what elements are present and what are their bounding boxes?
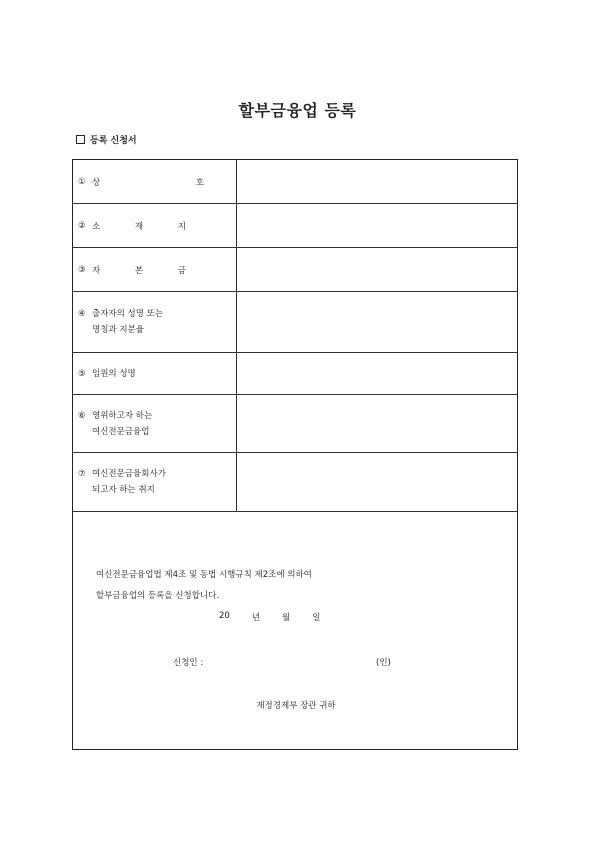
row-label — [73, 248, 237, 291]
row-label — [73, 292, 237, 352]
row-label — [73, 160, 237, 203]
row-label — [73, 353, 237, 394]
form-subtitle — [76, 133, 137, 146]
date-line — [219, 611, 320, 623]
table-row — [73, 204, 517, 248]
table-row — [73, 453, 517, 512]
table-row — [73, 395, 517, 453]
applicant-label: 신청인 : — [173, 658, 204, 668]
row-number: ② — [78, 220, 86, 231]
capital-field[interactable] — [237, 248, 517, 291]
row-number: ⑤ — [78, 368, 86, 379]
table-row — [73, 292, 517, 353]
row-number: ① — [78, 176, 86, 187]
date-year: 20 — [219, 611, 230, 621]
declaration-line1: 여신전문금융업법 제4조 및 동법 시행규칙 제2조에 의하여 — [96, 570, 312, 580]
row-label-line1: 임원의 성명 — [92, 368, 136, 379]
business-type-field[interactable] — [237, 395, 517, 452]
purpose-field[interactable] — [237, 453, 517, 511]
date-month-unit: 월 — [282, 613, 291, 623]
date-day-unit: 일 — [312, 613, 321, 623]
trade-name-field[interactable] — [237, 160, 517, 203]
row-number: ④ — [78, 309, 86, 319]
table-row — [73, 160, 517, 204]
label-char: 호 — [195, 177, 204, 188]
row-label-line2: 되고자 하는 취지 — [92, 485, 155, 495]
row-number: ③ — [78, 264, 86, 275]
seal-label: (인) — [376, 658, 391, 668]
label-char: 재 — [134, 221, 144, 232]
document-title: 할부금융업 등록 — [238, 101, 357, 120]
row-number: ⑥ — [78, 410, 86, 421]
officers-field[interactable] — [237, 353, 517, 394]
table-row — [73, 353, 517, 395]
row-label — [73, 395, 237, 452]
declaration-line2: 할부금융업의 등록을 신청합니다. — [96, 591, 220, 601]
label-char: 소 — [92, 221, 101, 232]
label-char: 금 — [177, 265, 186, 276]
row-label-line2: 명칭과 지분율 — [92, 325, 144, 335]
label-char: 상 — [92, 177, 101, 188]
row-label-line2: 여신전문금융업 — [92, 426, 150, 437]
label-char: 자 — [92, 265, 101, 276]
addressee: 재정경제부 장관 귀하 — [256, 701, 336, 711]
row-label-line1: 영위하고자 하는 — [92, 410, 153, 421]
label-char: 지 — [177, 221, 186, 232]
row-label-line1: 출자자의 성명 또는 — [92, 309, 164, 319]
row-number: ⑦ — [78, 469, 86, 479]
row-label — [73, 204, 237, 247]
date-year-unit: 년 — [251, 613, 261, 623]
declaration-section — [73, 512, 517, 749]
location-field[interactable] — [237, 204, 517, 247]
form-subtitle-label: 등록 신청서 — [90, 136, 137, 146]
table-row — [73, 248, 517, 292]
label-char: 본 — [134, 265, 144, 276]
row-label — [73, 453, 237, 511]
registration-form-table — [72, 159, 518, 750]
row-label-line1: 여신전문금융회사가 — [92, 469, 166, 479]
checkbox-icon — [76, 135, 85, 144]
investors-field[interactable] — [237, 292, 517, 352]
